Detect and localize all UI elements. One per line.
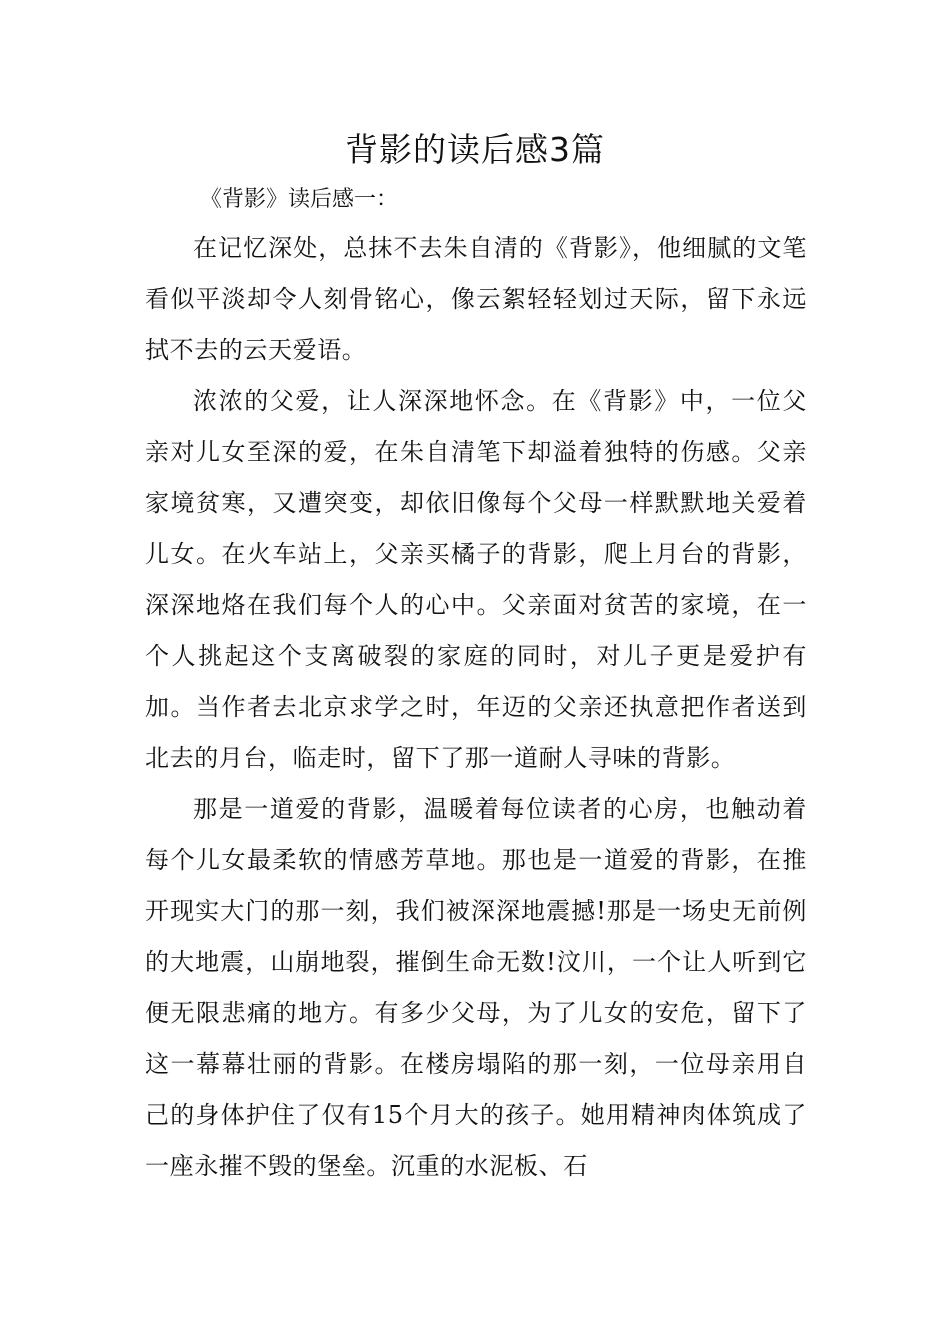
document-body (145, 177, 807, 1192)
section-heading: 《背影》读后感一： (200, 187, 399, 212)
document-title: 背影的读后感3篇 (345, 130, 605, 169)
paragraph-3: 那是一道爱的背影，温暖着每位读者的心房，也触动着每个儿女最柔软的情感芳草地。那也是一道爱的背影，在推开现实大门的那一刻，我们被深深地震撼!那是一场史无前例的大地震，山崩地裂，摧倒生命无数!汶川，一个让人听到它便无限悲痛的地方。有多少父母，为了儿女的安危，留下了这一幕幕壮丽的背影。在楼房塌陷的那一刻，一位母亲用自己的身体护住了仅有15个月大的孩子。她用精神肉体筑成了一座永摧不毁的堡垒。沉重的水泥板、石 (145, 795, 807, 1180)
paragraph-2: 浓浓的父爱，让人深深地怀念。在《背影》中，一位父亲对儿女至深的爱，在朱自清笔下却溢着独特的伤感。父亲家境贫寒，又遭突变，却依旧像每个父母一样默默地关爱着儿女。在火车站上，父亲买橘子的背影，爬上月台的背影，深深地烙在我们每个人的心中。父亲面对贫苦的家境，在一个人挑起这个支离破裂的家庭的同时，对儿子更是爱护有加。当作者去北京求学之时，年迈的父亲还执意把作者送到北去的月台，临走时，留下了那一道耐人寻味的背影。 (145, 387, 807, 772)
paragraph-1: 在记忆深处，总抹不去朱自清的《背影》，他细腻的文笔看似平淡却令人刻骨铭心，像云絮轻轻划过天际，留下永远拭不去的云天爱语。 (145, 234, 807, 364)
